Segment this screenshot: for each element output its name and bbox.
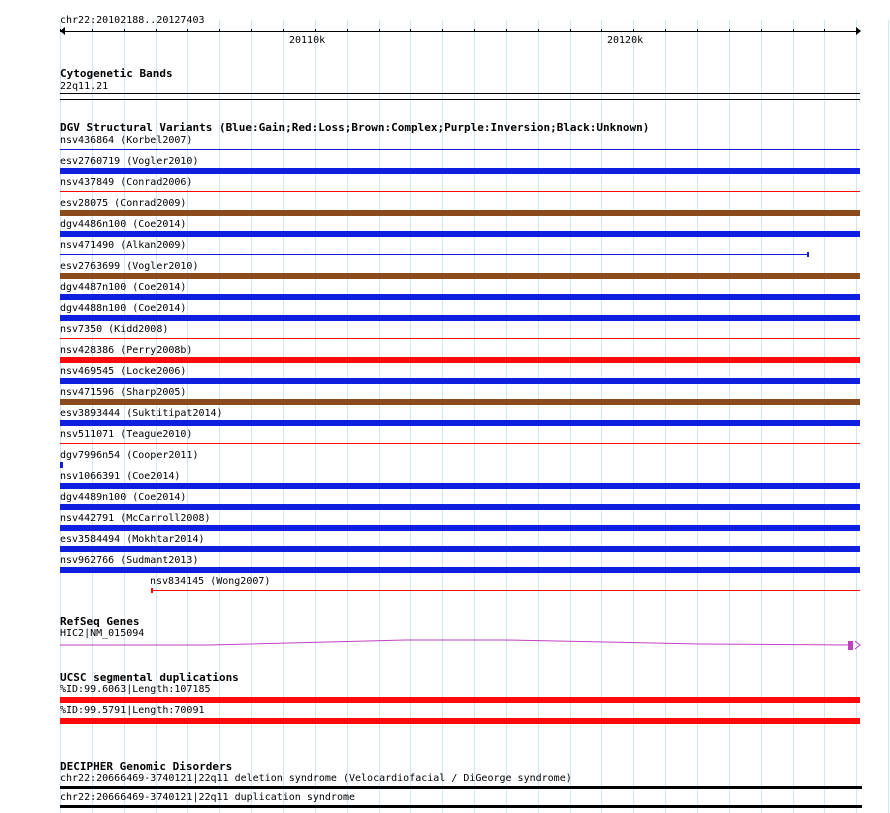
decipher-bar[interactable] [60,786,862,789]
variant-label[interactable]: esv3893444 (Suktitipat2014) [60,408,223,419]
variant-label[interactable]: dgv4486n100 (Coe2014) [60,219,187,230]
ruler-tick [474,29,475,32]
dgv-track-title[interactable]: DGV Structural Variants (Blue:Gain;Red:Loss;Brown:Complex;Purple:Inversion;Black:Unknown) [60,121,650,134]
ruler-tick [633,29,634,32]
segdup-label[interactable]: %ID:99.6063|Length:107185 [60,684,211,695]
ruler-tick [697,29,698,32]
ruler-tick [538,29,539,32]
variant-bar[interactable] [60,231,860,237]
variant-bar[interactable] [60,191,860,192]
variant-bar[interactable] [60,443,860,444]
variant-label[interactable]: dgv4488n100 (Coe2014) [60,303,187,314]
ruler-tick [761,29,762,32]
refseq-track-title[interactable]: RefSeq Genes [60,615,140,628]
variant-bar[interactable] [60,462,63,468]
grid-line [633,20,634,813]
ruler-tick [60,29,61,32]
cytoband-bar[interactable] [60,93,860,94]
grid-line [251,20,252,813]
gene-exon [848,641,853,650]
grid-line [315,20,316,813]
variant-label[interactable]: nsv469545 (Locke2006) [60,366,187,377]
variant-bar[interactable] [60,546,860,552]
variant-label[interactable]: nsv442791 (McCarroll2008) [60,513,211,524]
variant-label[interactable]: nsv834145 (Wong2007) [150,576,271,587]
grid-line [538,20,539,813]
segdup-track-title[interactable]: UCSC segmental duplications [60,671,239,684]
ruler-tick [124,29,125,32]
ruler-tick [824,29,825,32]
grid-line [570,20,571,813]
grid-line [824,20,825,813]
variant-end-cap [151,588,153,593]
cytoband-bar[interactable] [60,99,860,100]
variant-label[interactable]: dgv4487n100 (Coe2014) [60,282,187,293]
variant-bar[interactable] [60,567,860,573]
decipher-bar[interactable] [60,805,862,808]
variant-bar[interactable] [60,378,860,384]
variant-bar[interactable] [60,315,860,321]
grid-line [793,20,794,813]
ruler-tick [156,29,157,32]
variant-label[interactable]: dgv7996n54 (Cooper2011) [60,450,199,461]
variant-bar[interactable] [60,420,860,426]
variant-label[interactable]: nsv436864 (Korbel2007) [60,135,193,146]
grid-line [888,20,889,813]
grid-line [379,20,380,813]
grid-line [665,20,666,813]
variant-label[interactable]: esv2763699 (Vogler2010) [60,261,199,272]
segdup-bar[interactable] [60,697,860,703]
grid-line [506,20,507,813]
grid-line [761,20,762,813]
ruler-tick [379,29,380,32]
variant-bar[interactable] [60,483,860,489]
grid-line [856,20,857,813]
variant-label[interactable]: nsv1066391 (Coe2014) [60,471,181,482]
strand-arrow-icon [855,641,860,649]
variant-bar[interactable] [60,254,808,255]
segdup-bar[interactable] [60,718,860,724]
variant-label[interactable]: dgv4489n100 (Coe2014) [60,492,187,503]
variant-bar[interactable] [60,399,860,405]
variant-bar[interactable] [60,525,860,531]
grid-line [283,20,284,813]
variant-label[interactable]: nsv962766 (Sudmant2013) [60,555,199,566]
variant-bar[interactable] [60,357,860,363]
variant-end-cap [807,252,809,257]
gene-label[interactable]: HIC2|NM_015094 [60,628,145,639]
variant-label[interactable]: nsv437849 (Conrad2006) [60,177,193,188]
variant-bar[interactable] [60,504,860,510]
variant-label[interactable]: esv2760719 (Vogler2010) [60,156,199,167]
variant-label[interactable]: esv3584494 (Mokhtar2014) [60,534,205,545]
variant-bar[interactable] [60,273,860,279]
decipher-label[interactable]: chr22:20666469-3740121|22q11 duplication syndrome [60,792,356,803]
ruler-tick-label: 20110k [289,35,326,46]
gene-intron-line [60,640,850,645]
ruler-tick [506,29,507,32]
cytoband-label[interactable]: 22q11.21 [60,81,109,92]
grid-line [474,20,475,813]
gene-model[interactable] [0,630,890,660]
ruler-tick [442,29,443,32]
ruler-tick [410,29,411,32]
ruler-tick [729,29,730,32]
variant-label[interactable]: nsv511071 (Teague2010) [60,429,193,440]
ruler-tick [856,29,857,32]
variant-bar[interactable] [60,338,860,339]
ruler-axis [60,31,860,32]
decipher-track-title[interactable]: DECIPHER Genomic Disorders [60,760,233,773]
variant-label[interactable]: nsv428386 (Perry2008b) [60,345,193,356]
variant-label[interactable]: nsv7350 (Kidd2008) [60,324,169,335]
ruler-tick-label: 20120k [607,35,644,46]
ruler-tick [187,29,188,32]
region-label: chr22:20102188..20127403 [60,15,205,26]
cytoband-track-title[interactable]: Cytogenetic Bands [60,67,173,80]
variant-bar[interactable] [151,590,860,591]
ruler-tick [570,29,571,32]
variant-label[interactable]: esv28075 (Conrad2009) [60,198,187,209]
ruler-tick [92,29,93,32]
grid-line [601,20,602,813]
variant-bar[interactable] [60,210,860,216]
variant-bar[interactable] [60,294,860,300]
grid-line [729,20,730,813]
grid-line [347,20,348,813]
variant-label[interactable]: nsv471596 (Sharp2005) [60,387,187,398]
ruler-tick [793,29,794,32]
ruler-tick [251,29,252,32]
variant-bar[interactable] [60,168,860,174]
grid-line [442,20,443,813]
decipher-label[interactable]: chr22:20666469-3740121|22q11 deletion syndrome (Velocardiofacial / DiGeorge syndrome) [60,773,572,784]
ruler-tick [665,29,666,32]
grid-line [697,20,698,813]
variant-label[interactable]: nsv471490 (Alkan2009) [60,240,187,251]
ruler-tick [601,29,602,32]
ruler-tick [347,29,348,32]
ruler-tick [283,29,284,32]
ruler-tick [219,29,220,32]
grid-line [410,20,411,813]
ruler-tick [315,29,316,32]
segdup-label[interactable]: %ID:99.5791|Length:70091 [60,705,205,716]
variant-bar[interactable] [60,149,860,150]
